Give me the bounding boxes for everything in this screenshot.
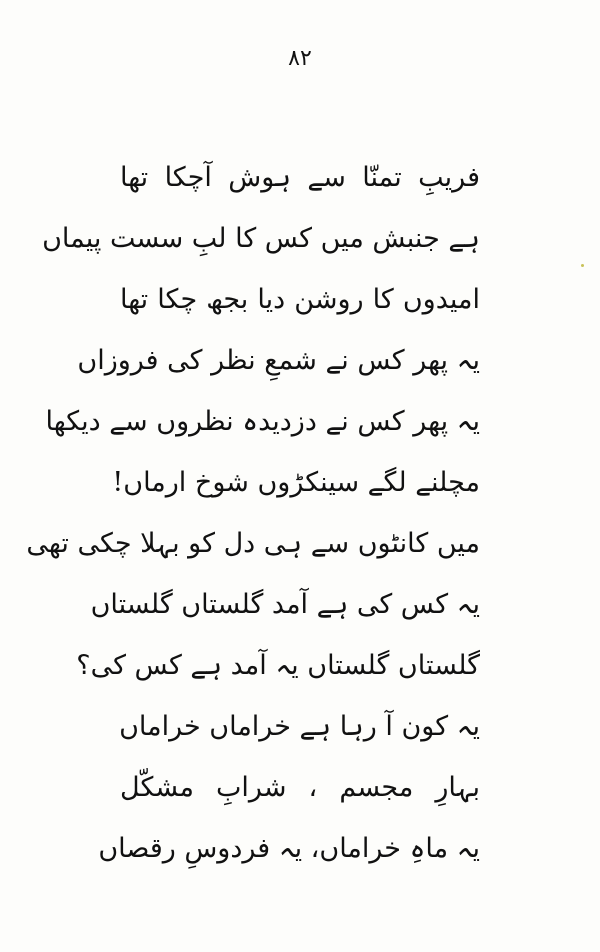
page-number: ۸۲: [288, 46, 312, 71]
poem-line: فریبِ تمنّا سے ہوش آچکا تھا: [120, 162, 480, 193]
ink-speck: [581, 264, 584, 267]
poem-line: یہ پھر کس نے دزدیدہ نظروں سے دیکھا: [45, 406, 480, 437]
poem-line: بہارِ مجسم ، شرابِ مشکّل: [120, 772, 480, 803]
poem: [26, 158, 480, 890]
poem-line: یہ ماہِ خراماں، یہ فردوسِ رقصاں: [98, 833, 480, 864]
poem-line: یہ کس کی ہے آمد گلستاں گلستاں: [90, 589, 480, 620]
poem-line: یہ پھر کس نے شمعِ نظر کی فروزاں: [77, 345, 480, 376]
poem-line: گلستاں گلستاں یہ آمد ہے کس کی؟: [76, 650, 480, 681]
poem-line: مچلنے لگے سینکڑوں شوخ ارماں!: [112, 467, 480, 498]
poem-line: ہے جنبش میں کس کا لبِ سست پیماں: [42, 223, 480, 254]
poem-line: یہ کون آ رہا ہے خراماں خراماں: [119, 711, 480, 742]
poem-line: میں کانٹوں سے ہی دل کو بہلا چکی تھی: [26, 528, 480, 559]
poem-line: امیدوں کا روشن دیا بجھ چکا تھا: [120, 284, 480, 315]
